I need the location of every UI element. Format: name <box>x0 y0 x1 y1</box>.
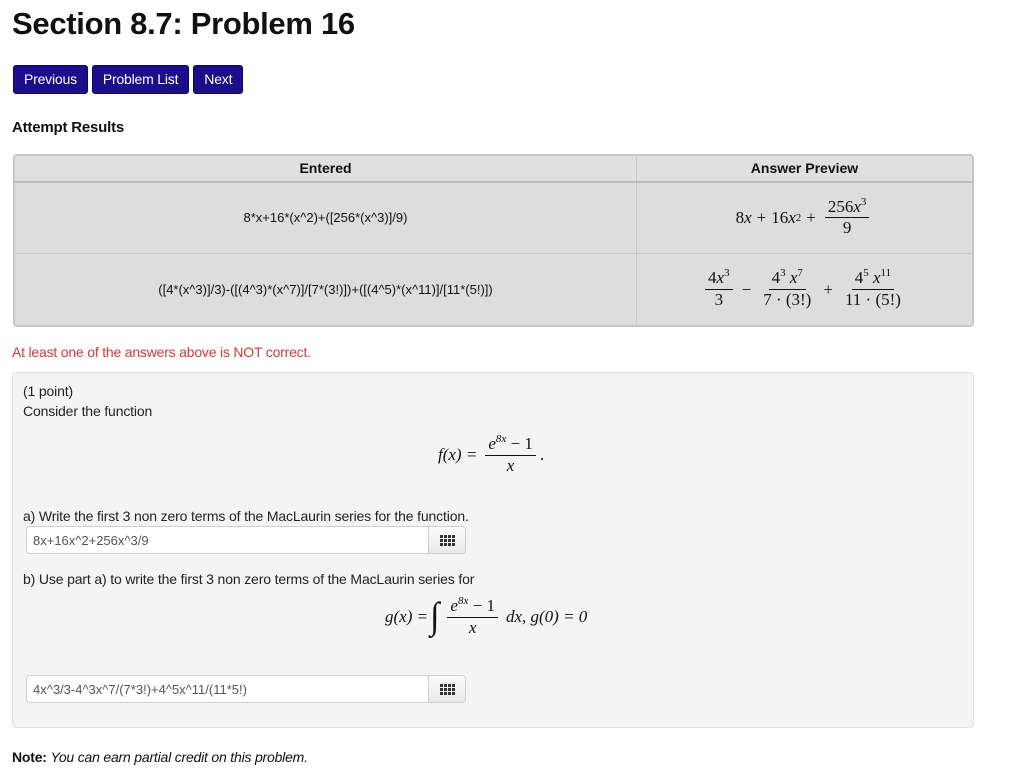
problem-list-button[interactable]: Problem List <box>92 65 189 94</box>
page-title: Section 8.7: Problem 16 <box>12 6 355 41</box>
answer-b-row <box>26 675 466 703</box>
answer-b-input[interactable] <box>26 675 428 703</box>
f-label: f(x) = <box>438 445 478 465</box>
previous-button[interactable]: Previous <box>13 65 88 94</box>
base: e <box>450 596 458 615</box>
table-row <box>15 182 973 254</box>
fraction: $\frac{256x^3}{9}$ <box>825 198 870 238</box>
grid-icon <box>440 535 455 546</box>
numerator: 256 <box>827 196 854 216</box>
denominator: 11 · (5!) <box>844 290 901 309</box>
denominator: 9 <box>842 218 852 238</box>
answer-a-input[interactable] <box>26 526 428 554</box>
fraction <box>485 435 536 475</box>
note-text: You can earn partial credit on this problem. <box>50 749 308 765</box>
problem-intro: Consider the function <box>23 403 153 419</box>
denominator: 3 <box>714 290 724 309</box>
num-rest: − 1 <box>468 596 495 615</box>
base: e <box>488 434 496 453</box>
denominator: x <box>468 617 477 637</box>
equation-editor-button[interactable] <box>428 526 466 554</box>
note-label: Note: <box>12 749 47 765</box>
attempt-results-table <box>13 154 974 327</box>
column-header-entered: Entered <box>15 156 637 182</box>
term: 8 <box>735 207 745 227</box>
entered-cell: ([4*(x^3)]/3)-([(4^3)*(x^7)]/[7*(3!)])+([(4^5)*(x^11)]/[11*(5!)]) <box>15 254 637 326</box>
g-label: g(x) = <box>385 607 429 627</box>
fraction <box>447 597 498 637</box>
exponent: 8x <box>457 595 469 607</box>
equation-editor-button[interactable] <box>428 675 466 703</box>
numerator: 4 <box>771 268 781 288</box>
column-header-answer-preview: Answer Preview <box>637 156 973 182</box>
num-rest: − 1 <box>506 434 533 453</box>
part-a-prompt: a) Write the first 3 non zero terms of the MacLaurin series for the function. <box>23 508 469 524</box>
part-b-prompt: b) Use part a) to write the first 3 non zero terms of the MacLaurin series for <box>23 571 475 587</box>
answer-preview-cell <box>637 182 973 254</box>
function-f-equation: f(x) = $\frac{e^{8x} - 1}{x}$ . <box>438 433 545 475</box>
partial-credit-note <box>12 749 308 765</box>
integral-tail: dx, g(0) = 0 <box>505 607 588 627</box>
answer-preview-math: 8 x + 16 x 2 + $\frac{256x^3}{9}$ <box>736 198 874 238</box>
fraction: $\frac{4x^3}{3}$ <box>705 269 733 309</box>
denominator: 7 · (3!) <box>763 290 812 309</box>
next-button[interactable]: Next <box>193 65 243 94</box>
feedback-message: At least one of the answers above is NOT correct. <box>12 344 311 360</box>
numerator: 4 <box>708 268 717 288</box>
integral-sign: ∫ <box>430 596 440 637</box>
problem-body <box>12 372 974 728</box>
denominator: x <box>506 455 515 475</box>
problem-nav <box>13 65 243 94</box>
function-g-equation <box>385 597 587 637</box>
answer-a-row <box>26 526 466 554</box>
grid-icon <box>440 684 455 695</box>
numerator: 4 <box>854 268 864 288</box>
term: 16 <box>771 207 789 227</box>
entered-cell: 8*x+16*(x^2)+([256*(x^3)]/9) <box>15 182 637 254</box>
exponent: 8x <box>495 433 507 445</box>
answer-preview-math: $\frac{4x^3}{3}$ − $\frac{4^3 x^7}{7 \cdot (3!)}$ + $\frac{4^5 x^{11}}{11 \cdot (5!)}$ <box>701 269 908 309</box>
fraction: $\frac{4^3 x^7}{7 \cdot (3!)}$ <box>760 269 814 309</box>
table-row <box>15 254 973 326</box>
answer-preview-cell <box>637 254 973 326</box>
points-label: (1 point) <box>23 383 74 399</box>
fraction: $\frac{4^5 x^{11}}{11 \cdot (5!)}$ <box>842 269 904 309</box>
attempt-results-heading: Attempt Results <box>12 119 125 136</box>
